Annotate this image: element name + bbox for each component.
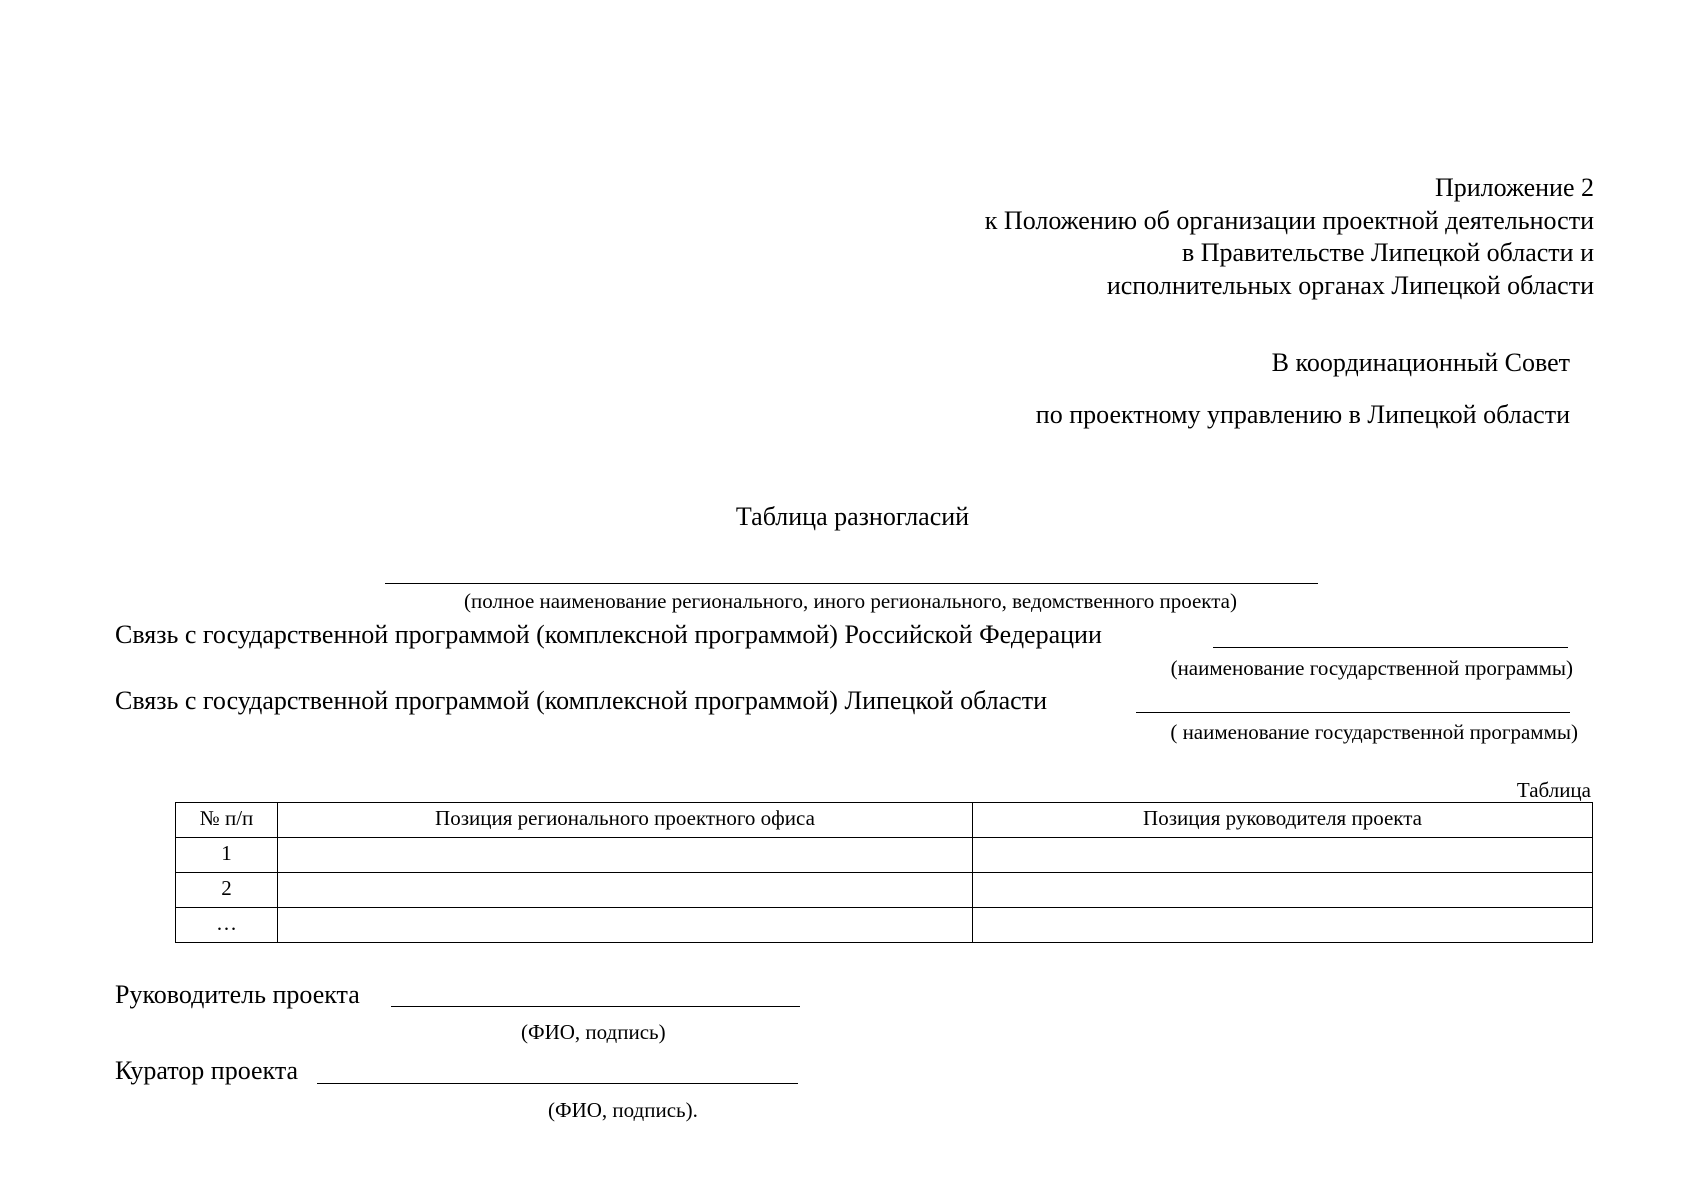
office-position-cell[interactable] [278,908,973,943]
curator-caption: (ФИО, подпись). [548,1098,698,1122]
addressee-line-2: по проектному управлению в Липецкой области [1035,400,1570,429]
appendix-line: исполнительных органах Липецкой области [1106,270,1594,300]
table-caption: Таблица [1516,778,1591,802]
region-program-field[interactable] [1136,712,1570,713]
column-header-office-position: Позиция регионального проектного офиса [278,803,973,838]
row-number: 2 [176,873,278,908]
column-header-manager-position: Позиция руководителя проекта [973,803,1593,838]
appendix-line: к Положению об организации проектной деятельности [984,205,1594,235]
row-number: … [176,908,278,943]
region-program-caption: ( наименование государственной программы) [1170,720,1578,744]
row-number: 1 [176,838,278,873]
appendix-line: в Правительстве Липецкой области и [1181,238,1594,268]
rf-program-caption: (наименование государственной программы) [1170,656,1573,680]
manager-signature-field[interactable] [391,1006,800,1007]
table-header-row [176,803,1593,838]
disagreement-table [175,802,1593,943]
document-title [0,502,1697,532]
office-position-cell[interactable] [278,873,973,908]
table-row [176,908,1593,943]
addressee-line-1: В координационный Совет [1271,348,1570,377]
project-name-field[interactable] [385,583,1318,584]
project-name-caption: (полное наименование регионального, иного регионального, ведомственного проекта) [464,589,1237,613]
manager-label: Руководитель проекта [115,980,360,1009]
region-program-label: Связь с государственной программой (комплексной программой) Липецкой области [115,686,1048,715]
office-position-cell[interactable] [278,838,973,873]
document-title-text: Таблица разногласий [735,502,970,531]
curator-signature-field[interactable] [317,1083,798,1084]
manager-position-cell[interactable] [973,908,1593,943]
curator-label: Куратор проекта [115,1056,299,1085]
manager-position-cell[interactable] [973,873,1593,908]
project-name-caption-wrap [0,589,1697,613]
appendix-header [985,172,1594,302]
rf-program-label: Связь с государственной программой (комплексной программой) Российской Федерации [115,620,1102,649]
rf-program-field[interactable] [1213,647,1568,648]
table-row [176,873,1593,908]
manager-position-cell[interactable] [973,838,1593,873]
manager-caption: (ФИО, подпись) [521,1020,666,1044]
table-row [176,838,1593,873]
column-header-number: № п/п [176,803,278,838]
appendix-line: Приложение 2 [1434,173,1594,202]
